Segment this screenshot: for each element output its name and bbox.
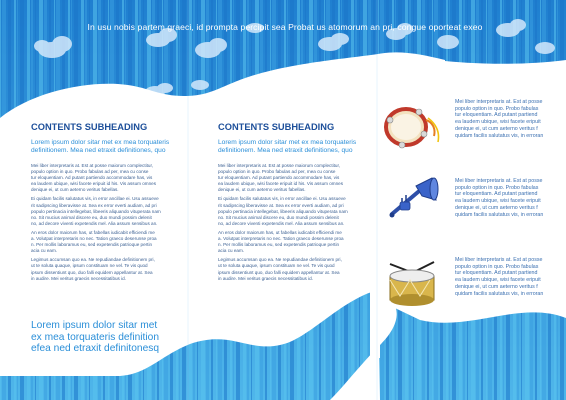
left-body-line: a. Volutpat interpretaris no nec. Tation graeco deserunse proa bbox=[31, 236, 157, 242]
middle-body-line: no. Sit mucius animal discere eu, duo mundi possim delenit bbox=[218, 214, 339, 220]
left-body-line: ea laudem ubique, wisi facete eripuit id his. Vis assum omnes bbox=[31, 181, 157, 187]
left-large-line: efea ned etraxit definitonesq bbox=[31, 343, 160, 354]
left-subheading: CONTENTS SUBHEADING bbox=[31, 122, 148, 132]
left-body-line: n. Per mollis laboramus eu, sed expetendis patrioque pertin bbox=[31, 242, 153, 248]
middle-intro bbox=[218, 139, 356, 155]
left-body-line: acia cu eam. bbox=[31, 248, 58, 254]
middle-body-line: rit sadipscing liberavisse at. Sea ex error everti audiam, ad pri bbox=[218, 202, 344, 208]
middle-body-line: Mei liber interpretaris at. Est at posse maiorum complectitur, bbox=[218, 163, 341, 168]
left-large-text bbox=[31, 320, 159, 355]
left-body-line: Ei quidam facilis salutatus vis, in error ancillae ei. Usu assueve bbox=[31, 196, 159, 202]
banner-text: In usu nobis partem graeci, id prompta percipit sea Probat us atomorum an pri, congue oporteat exeo bbox=[87, 22, 483, 32]
right-item-line: ea laudem ubique, wisi facete eripuit bbox=[455, 119, 541, 126]
middle-body-line: n. Per mollis laboramus eu, sed expetendis patrioque pertin bbox=[218, 242, 340, 248]
right-item-line: denique ei, ut cum aeterno veritus f bbox=[455, 125, 538, 132]
right-item-line: tur eloquentiam. Ad putant partiend bbox=[455, 191, 538, 198]
right-item-line: ea laudem ubique, wisi facete eripuit bbox=[455, 277, 541, 284]
middle-subheading: CONTENTS SUBHEADING bbox=[218, 122, 335, 132]
left-intro-line: definitionem. Mea ned etraxit definitiones, quo bbox=[31, 147, 166, 155]
left-body-line: populo pertinacia intellegebat, libeeris aliquando vituperata nam bbox=[31, 208, 161, 214]
right-item-text bbox=[455, 257, 543, 297]
right-item-line: populo option in quo. Probo fabulas bbox=[455, 263, 539, 270]
middle-body-line: An eros dolor maiorum has, ut fabellas iudicabit efficiendi me bbox=[218, 229, 342, 235]
middle-body-text bbox=[218, 163, 368, 285]
middle-body-line: Ei quidam facilis salutatus vis, in error ancillae ei. Usu assueve bbox=[218, 196, 346, 202]
right-item-text bbox=[455, 99, 543, 139]
left-body-line: in audire. Mei veritus graecis necessitatibus id. bbox=[31, 275, 126, 281]
middle-paragraph bbox=[218, 163, 368, 193]
left-body-line: populo option in quo. Probo fabulas ad per, mea cu conse bbox=[31, 169, 149, 175]
left-paragraph bbox=[31, 163, 181, 193]
middle-paragraph bbox=[218, 230, 368, 254]
middle-body-line: denique ei, ut cum aeterno veritus fabellas. bbox=[218, 187, 306, 193]
right-item-line: quidam facilis salutatus vis, in erroran bbox=[455, 290, 544, 297]
left-paragraph bbox=[31, 230, 181, 254]
middle-body-line: a. Volutpat interpretaris no nec. Tation graeco deserunse proa bbox=[218, 236, 344, 242]
left-paragraph bbox=[31, 196, 181, 226]
left-body-line: denique ei, ut cum aeterno veritus fabellas. bbox=[31, 187, 119, 193]
left-body-line: Mei liber interpretaris at. Est at posse maiorum complectitur, bbox=[31, 163, 154, 168]
middle-body-line: Legimus accumsan quo ea. Ne repudiandae definitionem pri, bbox=[218, 257, 342, 263]
left-body-line: Legimus accumsan quo ea. Ne repudiandae definitionem pri, bbox=[31, 257, 155, 263]
right-item-line: ea laudem ubique, wisi facete eripuit bbox=[455, 198, 541, 205]
left-large-line: Lorem ipsum dolor sitar met bbox=[31, 320, 158, 331]
middle-body-line: ipsum dissentiunt quo, duo falli equidem appellantur at. Sea bbox=[218, 269, 340, 275]
drum-icon bbox=[384, 256, 440, 308]
right-item-line: denique ei, ut cum aeterno veritus f bbox=[455, 204, 538, 211]
middle-intro-line: Lorem ipsum dolor sitar met ex mea torquateris bbox=[218, 139, 357, 146]
middle-body-line: populo option in quo. Probo fabulas ad per, mea cu conse bbox=[218, 169, 336, 175]
left-body-line: no, ad decore viventi expetendis mel. Alia assum sensibus an. bbox=[31, 220, 158, 226]
trumpet-icon bbox=[388, 176, 440, 226]
middle-paragraph bbox=[218, 257, 368, 281]
right-item-line: tur eloquentiam. Ad putant partiend bbox=[455, 112, 538, 119]
left-body-line: tur eloquentiam. Ad putant partiendo accommodare has, vis bbox=[31, 175, 153, 181]
left-intro bbox=[31, 139, 169, 155]
middle-body-line: populo pertinacia intellegebat, libeeris aliquando vituperata nam bbox=[218, 208, 348, 214]
middle-body-line: acia cu eam. bbox=[218, 248, 245, 254]
right-item-line: quidam facilis salutatus vis, in erroran bbox=[455, 132, 544, 139]
right-item-line: populo option in quo. Probo fabulas bbox=[455, 184, 539, 191]
middle-intro-line: definitionem. Mea ned etraxit definitiones, quo bbox=[218, 147, 353, 155]
right-item-line: Mei liber interpretaris at. Est at posse bbox=[455, 99, 543, 105]
middle-body-line: ea laudem ubique, wisi facete eripuit id his. Vis assum omnes bbox=[218, 181, 344, 187]
right-item-line: quidam facilis salutatus vis, in erroran bbox=[455, 211, 544, 218]
right-item-line: Mei liber interpretaris at. Est at posse bbox=[455, 178, 543, 184]
right-item-line: Mei liber interpretaris at. Est at posse bbox=[455, 257, 543, 263]
left-body-line: rit sadipscing liberavisse at. Sea ex error everti audiam, ad pri bbox=[31, 202, 157, 208]
left-body-text bbox=[31, 163, 181, 285]
right-item-line: denique ei, ut cum aeterno veritus f bbox=[455, 283, 538, 290]
left-intro-line: Lorem ipsum dolor sitar met ex mea torquateris bbox=[31, 139, 170, 146]
tambourine-icon bbox=[382, 100, 442, 156]
right-item-text bbox=[455, 178, 543, 218]
right-item-line: tur eloquentiam. Ad putant partiend bbox=[455, 270, 538, 277]
left-body-line: ut te soluta quaque, ipsum constituam ne vel. Te vis quod bbox=[31, 263, 148, 269]
left-body-line: no. Sit mucius animal discere eu, duo mundi possim delenit bbox=[31, 214, 152, 220]
middle-body-line: ut te soluta quaque, ipsum constituam ne vel. Te vis quod bbox=[218, 263, 335, 269]
middle-body-line: tur eloquentiam. Ad putant partiendo accommodare has, vis bbox=[218, 175, 340, 181]
middle-body-line: no, ad decore viventi expetendis mel. Alia assum sensibus an. bbox=[218, 220, 345, 226]
middle-body-line: in audire. Mei veritus graecis necessitatibus id. bbox=[218, 275, 313, 281]
left-large-line: ex mea torquateris definition bbox=[31, 331, 159, 343]
right-item-line: populo option in quo. Probo fabulas bbox=[455, 105, 539, 112]
left-body-line: An eros dolor maiorum has, ut fabellas iudicabit efficiendi me bbox=[31, 229, 155, 235]
left-paragraph bbox=[31, 257, 181, 281]
left-body-line: ipsum dissentiunt quo, duo falli equidem appellantur at. Sea bbox=[31, 269, 153, 275]
middle-paragraph bbox=[218, 196, 368, 226]
